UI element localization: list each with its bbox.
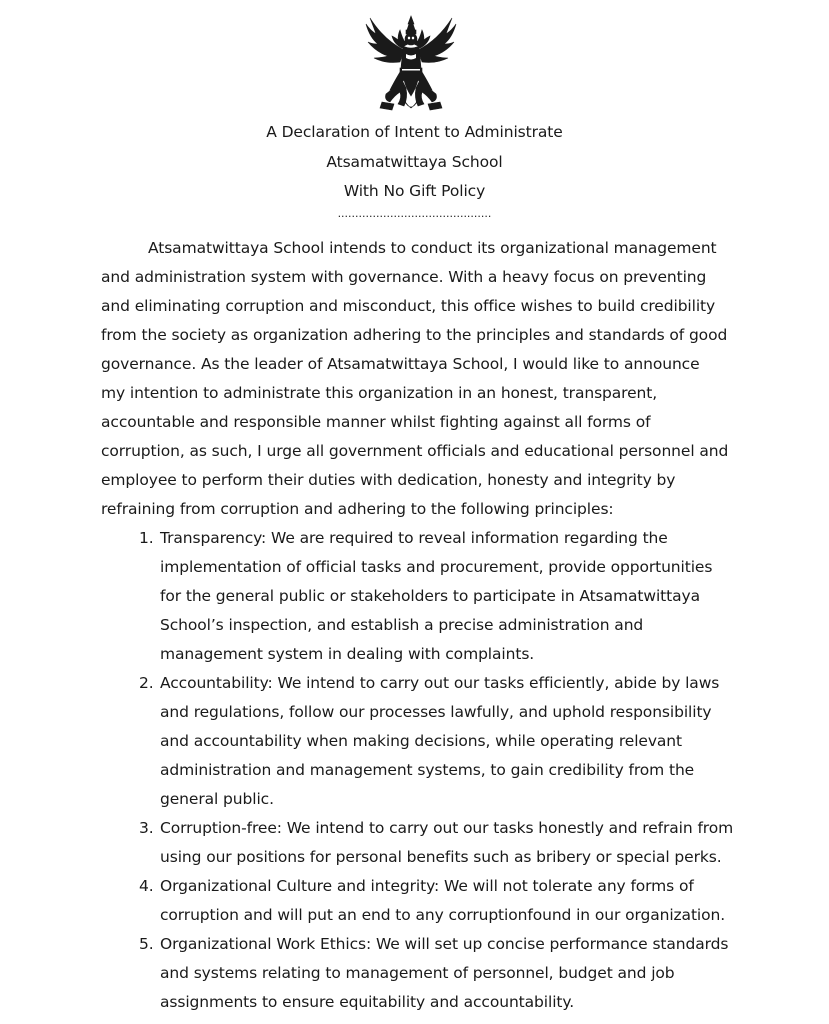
- principle-item-work-ethics: [101, 930, 741, 1017]
- principle-number: 2.: [139, 674, 154, 692]
- principle-line: Accountability: We intend to carry out our tasks efficiently, abide by laws: [160, 674, 720, 692]
- principle-item-transparency: [101, 524, 741, 669]
- declaration-body: [101, 234, 741, 1017]
- declaration-heading: [0, 118, 829, 229]
- principle-line: and regulations, follow our processes lawfully, and uphold responsibility: [160, 703, 712, 721]
- intro-line: my intention to administrate this organization in an honest, transparent,: [101, 384, 658, 402]
- intro-line: employee to perform their duties with dedication, honesty and integrity by: [101, 471, 676, 489]
- principle-line: administration and management systems, to gain credibility from the: [160, 761, 695, 779]
- title-line-3: With No Gift Policy: [343, 182, 486, 200]
- principle-number: 3.: [139, 819, 154, 837]
- intro-line: refraining from corruption and adhering to the following principles:: [101, 500, 614, 518]
- principle-line: School’s inspection, and establish a precise administration and: [160, 616, 644, 634]
- principle-line: and accountability when making decisions, while operating relevant: [160, 732, 683, 750]
- title-line-2: Atsamatwittaya School: [326, 152, 503, 171]
- principle-line: implementation of official tasks and procurement, provide opportunities: [160, 558, 713, 576]
- principle-line: Transparency: We are required to reveal information regarding the: [160, 529, 668, 547]
- principle-number: 4.: [139, 877, 154, 895]
- intro-line: and eliminating corruption and misconduct, this office wishes to build credibility: [101, 297, 716, 315]
- intro-line: Atsamatwittaya School intends to conduct its organizational management: [148, 239, 717, 257]
- intro-line: governance. As the leader of Atsamatwittaya School, I would like to announce: [101, 355, 700, 373]
- title-line-1: A Declaration of Intent to Administrate: [266, 123, 563, 141]
- intro-line: from the society as organization adhering to the principles and standards of good: [101, 326, 728, 344]
- principle-line: for the general public or stakeholders to participate in Atsamatwittaya: [160, 587, 700, 605]
- principle-line: using our positions for personal benefits such as bribery or special perks.: [160, 848, 722, 866]
- intro-line: corruption, as such, I urge all government officials and educational personnel and: [101, 442, 729, 460]
- principle-line: assignments to ensure equitability and accountability.: [160, 993, 575, 1011]
- principle-line: general public.: [160, 790, 274, 808]
- intro-line: and administration system with governance. With a heavy focus on preventing: [101, 268, 707, 286]
- principle-item-accountability: [101, 669, 741, 814]
- principle-item-culture-integrity: [101, 872, 741, 930]
- principle-line: Organizational Culture and integrity: We will not tolerate any forms of: [160, 877, 694, 895]
- dotted-separator: ............................................: [337, 206, 492, 220]
- principle-line: Corruption-free: We intend to carry out our tasks honestly and refrain from: [160, 819, 734, 837]
- principles-list: [101, 524, 741, 1017]
- principle-number: 5.: [139, 935, 154, 953]
- garuda-emblem-icon: [364, 14, 458, 116]
- principle-item-corruption-free: [101, 814, 741, 872]
- intro-line: accountable and responsible manner whilst fighting against all forms of: [101, 413, 651, 431]
- intro-paragraph: [101, 234, 741, 524]
- principle-number: 1.: [139, 529, 154, 547]
- principle-line: and systems relating to management of personnel, budget and job: [160, 964, 675, 982]
- principle-line: corruption and will put an end to any corruptionfound in our organization.: [160, 906, 726, 924]
- principle-line: Organizational Work Ethics: We will set up concise performance standards: [160, 935, 729, 953]
- principle-line: management system in dealing with complaints.: [160, 645, 535, 663]
